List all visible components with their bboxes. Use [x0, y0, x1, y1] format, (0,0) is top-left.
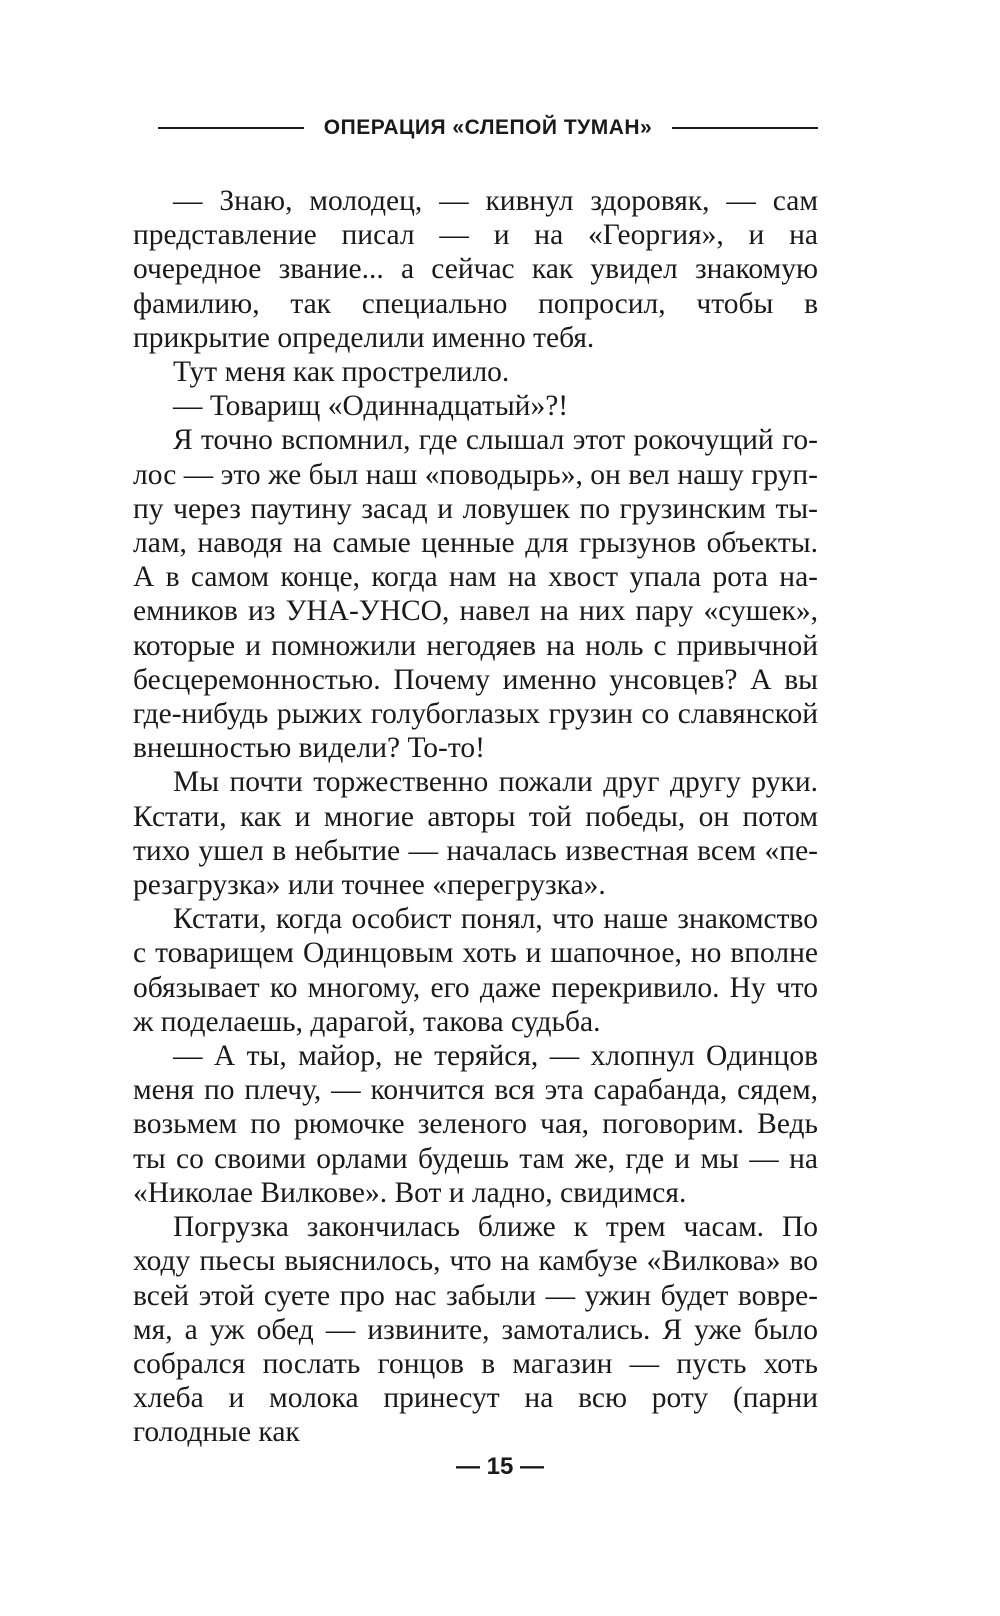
body-text	[133, 184, 818, 1450]
paragraph: — Товарищ «Одиннадцатый»?!	[173, 390, 569, 423]
header-rule-left	[158, 127, 304, 129]
paragraph: Тут меня как прострелило.	[173, 356, 510, 389]
paragraph: Мы почти торжественно пожали друг другу руки. Кстати, как и многие авторы той победы, он потом тихо ушел в небытие — началась известная всем «перезагрузка» или точнее «перегрузка».	[133, 766, 818, 902]
paragraph: Погрузка закончилась ближе к трем часам. По ходу пьесы выяснилось, что на камбузе «Вилкова» во всей этой суете про нас забыли — ужин будет вовремя, а уж обед — извините, замотались. Я уже было собрался послать гонцов в магазин — пусть хоть хлеба и молока принесут на всю роту (парни голодные как	[133, 1211, 818, 1449]
paragraph: Кстати, когда особист понял, что наше знакомство с товарищем Одинцовым хоть и шапочное, но вполне обязывает ко многому, его даже перекривило. Ну что ж поделаешь, дарагой, такова судьба.	[133, 903, 818, 1038]
header-rule-right	[672, 127, 818, 129]
page-number: — 15 —	[455, 1453, 545, 1480]
paragraph: — А ты, майор, не теряйся, — хлопнул Одинцов меня по плечу, — кончится вся эта сарабанда, сядем, возьмем по рюмочке зеленого чая, поговорим. Ведь ты со своими орлами будешь там же, где и мы — на «Николае Вилкове». Вот и ладно, свидимся.	[133, 1040, 818, 1209]
running-header-title: ОПЕРАЦИЯ «СЛЕПОЙ ТУМАН»	[323, 116, 653, 139]
running-header	[158, 113, 818, 143]
paragraph: — Знаю, молодец, — кивнул здоровяк, — сам представление писал — и на «Георгия», и на очередное звание... а сейчас как увидел знакомую фамилию, так специально попросил, чтобы в прикрытие определили именно тебя.	[133, 185, 818, 354]
paragraph: Я точно вспомнил, где слышал этот рокочущий голос — это же был наш «поводырь», он вел нашу группу через паутину засад и ловушек по грузинским тылам, наводя на самые ценные для грызунов объекты. А в самом конце, когда нам на хвост упала рота наемников из УНА-УНСО, навел на них пару «сушек», которые и помножили негодяев на ноль с привычной бесцеремонностью. Почему именно унсовцев? А вы где-нибудь рыжих голубоглазых грузин со славянской внешностью видели? То-то!	[133, 424, 818, 765]
